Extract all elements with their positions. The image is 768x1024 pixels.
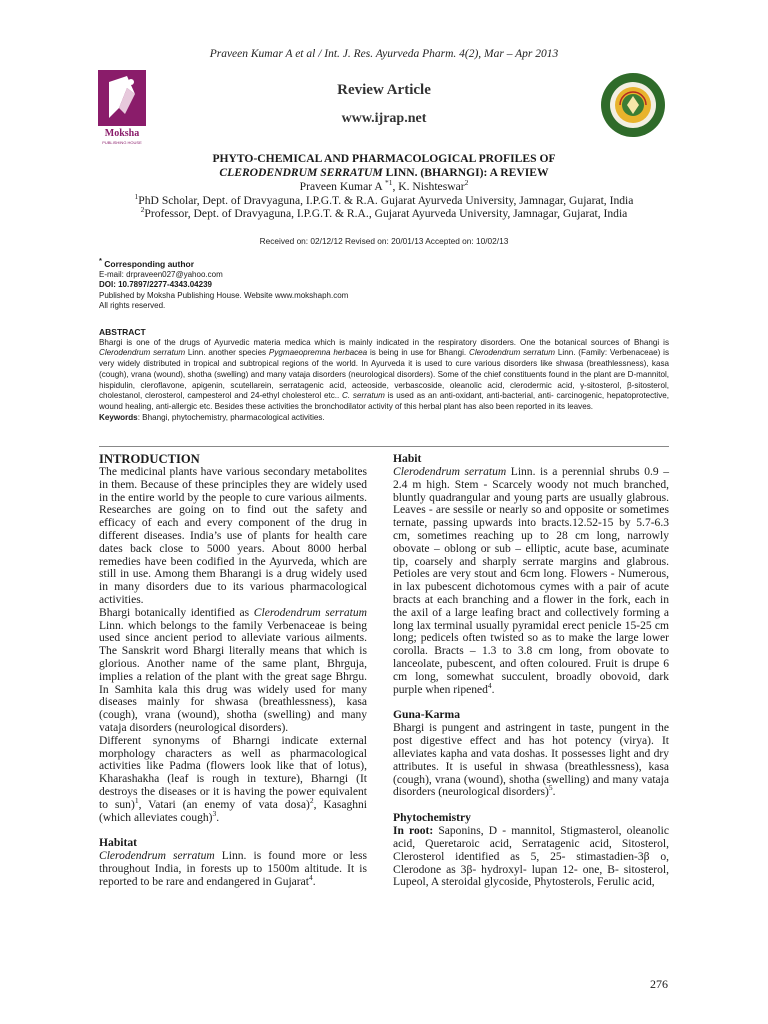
title-line-2	[60, 166, 708, 180]
left-column	[99, 452, 367, 889]
moksha-logo-text: Moksha	[104, 128, 140, 139]
habit-heading: Habit	[393, 452, 422, 465]
author-2-sup: 2	[464, 178, 469, 188]
corresponding-email[interactable]: E-mail: drpraveen027@yahoo.com	[99, 269, 223, 279]
title-rest: LINN. (BHARNGI): A REVIEW	[382, 165, 549, 179]
guna-karma-heading: Guna-Karma	[393, 708, 460, 722]
received-dates: Received on: 02/12/12 Revised on: 20/01/13 Accepted on: 10/02/13	[259, 236, 509, 246]
phytochemistry-heading: Phytochemistry	[393, 811, 471, 825]
phytochemistry-paragraph: In root: Saponins, D - mannitol, Stigmasterol, oleanolic acid, Queretaroic acid, Serratagenic acid, Sitosterol, Clerosterol identified as 5, 25- stimastadien-3β o, Clerodone as 3β- hydroxyl- lupan 12- one, B- sitosterol, Lupeol, A steroidal glycoside, Phytosterols, Ferulic acid,	[393, 825, 669, 889]
publisher-note: Published by Moksha Publishing House. Website www.mokshaph.com	[99, 290, 349, 300]
moksha-logo	[97, 68, 147, 152]
intro-paragraph-3: Different synonyms of Bharngi indicate external morphology characters as well as pharmacological activities like Padma (flowers look like that of lotus), Kharashakha (leaf is rough in texture), Bharngi (It destroys the diseases or it is having the power equivalent to sun)$^1$, Vatari (an enemy of vata dosa)$^2$, Kasaghni (which alleviates cough)$^3$.	[99, 734, 367, 824]
moksha-logo-subtext: PUBLISHING HOUSE	[102, 140, 142, 145]
introduction-heading: INTRODUCTION	[99, 452, 200, 466]
intro-paragraph-2: Bhargi botanically identified as Clerodendrum serratum Linn. which belongs to the family Verbenaceae is being used since ancient period to alleviate various ailments. The Sanskrit word Bhargi literally means that which is glorious. Another name of the same plant, Bhrguja, implies a relation of the plant with the great sage Bhrgu. In Samhita kala this drug was widely used for many diseases mainly for shwasa (breathlessness), kasa (cough), vrana (wound), shotha (swelling) and many vataja disorders (neurological disorders).	[99, 606, 368, 734]
title-species: CLERODENDRUM SERRATUM	[219, 165, 383, 179]
author-list	[60, 180, 708, 194]
affiliation-1: $^1$PhD Scholar, Dept. of Dravyaguna, I.P.G.T. & R.A. Gujarat Ayurveda University, Jamnagar, Gujarat, India	[134, 192, 634, 207]
author-1-sup: *1	[384, 178, 393, 188]
abstract-label: ABSTRACT	[99, 327, 146, 337]
habitat-paragraph: Clerodendrum serratum Linn. is found more or less throughout India, in forests up to 1500m altitude. It is reported to be rare and endangered in Gujarat$^4$.	[99, 850, 367, 888]
article-title	[60, 152, 708, 179]
journal-url-link[interactable]: www.ijrap.net	[341, 111, 427, 126]
affiliation-2: $^2$Professor, Dept. of Dravyaguna, I.P.G.T. & R.A., Gujarat Ayurveda University, Jamnagar, Gujarat, India	[140, 205, 628, 220]
right-column	[393, 452, 669, 889]
author-2: , K. Nishteswar	[392, 180, 465, 193]
page-number: 276	[650, 977, 668, 991]
corresponding-author-heading: * Corresponding author	[99, 256, 195, 269]
review-type: Review Article	[337, 82, 431, 98]
abstract-divider	[99, 446, 669, 447]
keywords: Keywords: Bhangi, phytochemistry, pharmacological activities.	[99, 412, 325, 422]
running-header: Praveen Kumar A et al / Int. J. Res. Ayurveda Pharm. 4(2), Mar – Apr 2013	[209, 48, 559, 60]
author-1: Praveen Kumar A	[299, 180, 385, 193]
rights-note: All rights reserved.	[99, 301, 166, 311]
guna-karma-paragraph: Bhargi is pungent and astringent in taste, pungent in the post digestive effect and has hot potency (virya). It alleviates kapha and vata doshas. It possesses light and dry attributes. It is useful in shwasa (breathlessness), kasa (cough), vrana (wound), shotha (swelling) and many vataja disorders (neurological disorders)$^5$.	[393, 722, 669, 799]
doi[interactable]: DOI: 10.7897/2277-4343.04239	[99, 280, 212, 290]
abstract: ABSTRACT Bhargi is one of the drugs of Ayurvedic materia medica which is mainly indicated in the respiratory disorders. One the botanical sources of Bhangi is Clerodendrum serratum Linn. another species Pygmaeopremna herbacea is being in use for Bhangi. Clerodendrum serratum Linn. (Family: Verbenaceae) is very widely distributed in tropical and subtropical regions of the world. In Ayurveda it is used to cure various disorders like shwasa (breathlessness), kasa (cough), vrana (wound), shotha (swelling) and many vataja disorders (neurological disorders). Some of the chief constituents found in the plant are D-mannitol, hispidulin, cleroflavone, apigenin, scutellarein, serratagenic acid, acteoside, verbascoside, oleanolic acid, clerodermic acid, γ-sitosterol, β-sitosterol, cholestanol, clerosterol, campesterol and 24-ethyl cholesterol etc.. C. serratum is used as an anti-oxidant, anti-bacterial, anti- carcinogenic, hepatoprotective, wound healing, anti-allergic etc. Besides these activities the bronchodilator activity of this herbal plant has also been reported in its leaves. Keywords: Bhangi, phytochemistry, pharmacological activities.	[99, 327, 670, 422]
affiliations	[60, 194, 708, 220]
correspondence-block	[99, 256, 659, 312]
habit-paragraph: Clerodendrum serratum Linn. is a perennial shrubs 0.9 – 2.4 m high. Stem - Scarcely woody not much branched, bluntly quadrangular and young parts are usually glabrous. Leaves - are sessile or nearly so and opposite or sometimes ternate, passing upwards into bracts.12.52-15 by 5.7-6.3 cm, sometimes reaching up to 28 cm long, narrowly obovate – oblong or sub – elliptic, acute base, acuminate tip, coarsely and sharply serrate margins and glabrous. Petioles are very stout and 6cm long. Flowers - Numerous, in lax pubescent dichotomous cymes with a pair of acute bracts at each branching and a flower in the fork, each in the axil of a large leafing bract and collectively forming a long lax terminal usually pyramidal erect penicle 15-25 cm long; pedicels often twisted so as to make the large lower corolla. Bracts – 1.3 to 3.8 cm long, from obovate to lanceolate, pubescent, and often coloured. Fruit is drupe 6 cm long, somewhat succulent, broadly obovoid, dark purple when ripened$^4$.	[393, 466, 670, 696]
intro-paragraph-1: The medicinal plants have various secondary metabolites in them. Because of these principles they are widely used in the entire world by the people to cure various ailments. Researches are going on to find out the safety and efficacy of each and every component of the drug in different diseases. India’s use of plants for health care dates back close to 5000 years. About 8000 herbal remedies have been codified in the Ayurveda, which are still in use. Among them Bharangi is a drug widely used in many disorders due to its various pharmacological activities.	[99, 466, 367, 606]
title-line-1: PHYTO-CHEMICAL AND PHARMACOLOGICAL PROFILES OF	[212, 152, 556, 165]
habitat-heading: Habitat	[99, 836, 138, 850]
